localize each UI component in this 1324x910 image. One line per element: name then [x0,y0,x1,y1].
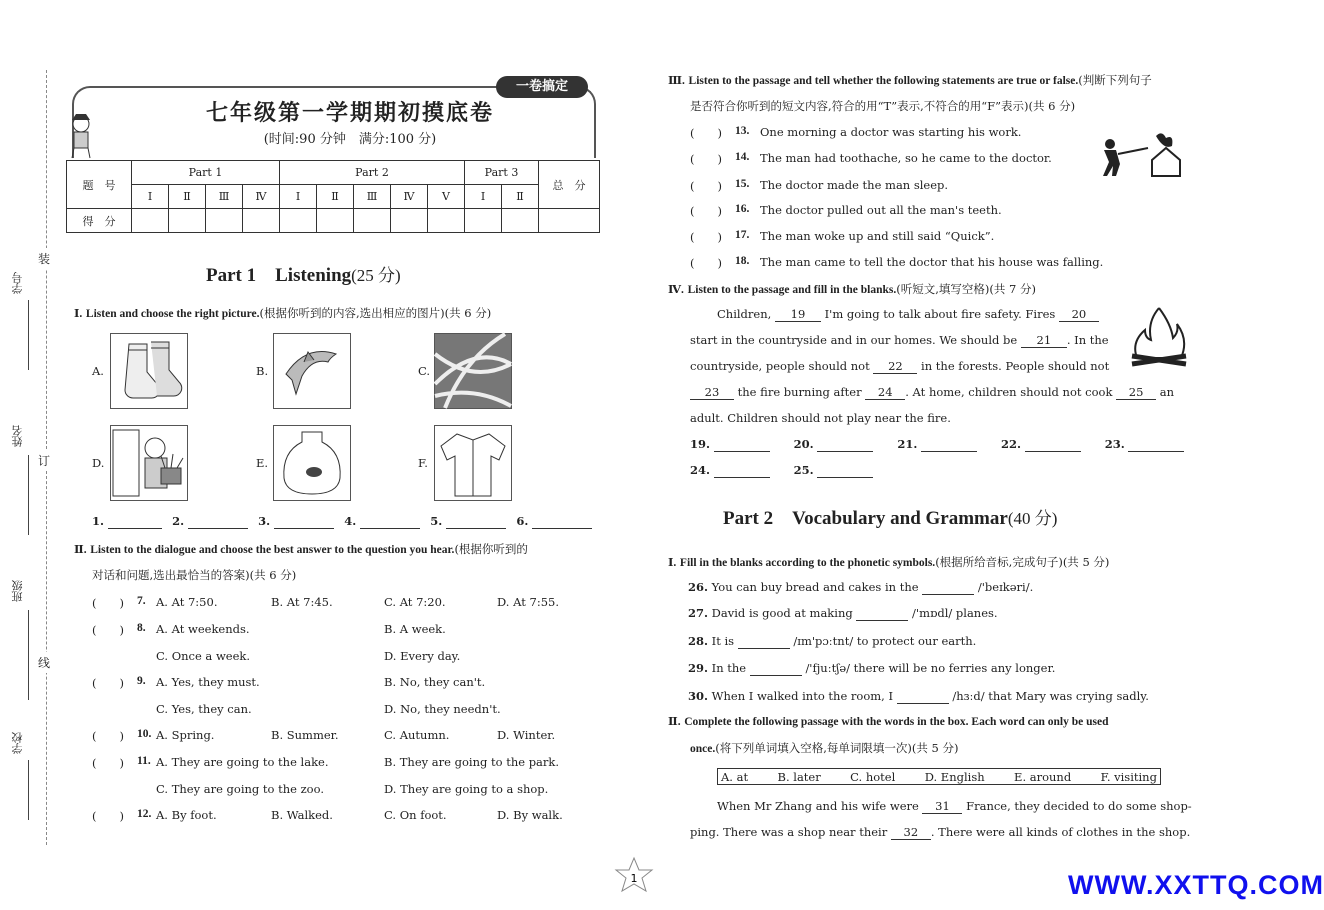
passage-text: an [1159,385,1174,399]
tf-bracket[interactable]: ( ) [690,256,722,270]
col-header: Ⅰ [465,185,502,209]
option-a[interactable]: A. At weekends. [156,622,250,636]
passage-blank[interactable]: 32 [891,825,931,840]
phonetic-item [688,634,976,649]
sec-instr: Listen to the dialogue and choose the best answer to the question you hear. [90,544,455,556]
item-number: 14. [735,151,750,163]
col-header: Ⅳ [243,185,280,209]
answer-blank[interactable] [532,514,592,529]
answer-bracket[interactable]: ( ) [92,596,124,610]
item-number: 18. [735,255,750,267]
option-b[interactable]: B. They are going to the park. [384,755,560,769]
answer-blank[interactable] [897,689,949,704]
sec-number: Ⅲ. [668,75,685,87]
passage-text: the fire burning after [737,385,862,399]
answer-bracket[interactable]: ( ) [92,623,124,637]
phonetic-item [688,606,998,621]
score-cell[interactable] [465,209,502,233]
item-number: 13. [735,125,750,137]
name-field[interactable] [28,455,29,535]
col-header: Ⅰ [132,185,169,209]
highway-picture[interactable] [434,333,512,409]
option-a[interactable]: A. At 7:50. [156,595,218,609]
item-number: 30. [688,689,709,703]
sec-number: Ⅰ. [74,308,83,320]
mascot-icon [62,112,100,160]
answer-number: 20. [793,437,814,451]
passage-blank[interactable]: 21 [1021,333,1067,348]
col-header: Ⅰ [280,185,317,209]
score-cell[interactable] [539,209,600,233]
binding-char: 线 [38,652,50,673]
passage-text: France, they decided to do some shop- [966,799,1192,813]
pic-label: C. [418,364,431,378]
sec-cn: 对话和问题,选出最恰当的答案)(共 6 分) [92,568,297,582]
student-id-field[interactable] [28,300,29,370]
option-d[interactable]: D. Every day. [384,649,461,663]
option-b[interactable]: B. Summer. [271,728,339,742]
passage-line [717,307,1099,322]
p2-sec2-instruction-2 [690,740,958,756]
tf-bracket[interactable]: ( ) [690,126,722,140]
item-number: 26. [688,580,709,594]
item-text: David is good at making [711,606,853,620]
score-cell[interactable] [280,209,317,233]
answer-blank[interactable] [750,661,802,676]
option-b[interactable]: B. Walked. [271,808,333,822]
option-a[interactable]: A. Spring. [156,728,215,742]
answer-number: 1. [92,514,105,528]
option-c[interactable]: C. On foot. [384,808,447,822]
boy-flowers-picture[interactable] [110,425,188,501]
passage-text: in the forests. People should not [921,359,1110,373]
option-c[interactable]: C. Yes, they can. [156,702,252,716]
p1-sec2-instruction [74,541,528,557]
brand-stamp: 一卷搞定 [496,76,588,98]
row-label: 题 号 [67,161,132,209]
passage-text: ping. There was a shop near their [690,825,888,839]
tf-bracket[interactable]: ( ) [690,179,722,193]
class-field[interactable] [28,610,29,700]
item-number: 28. [688,634,709,648]
question-number: 11. [137,755,151,767]
sec-cn: (判断下列句子 [1078,73,1152,87]
tf-bracket[interactable]: ( ) [690,204,722,218]
question-number: 12. [137,808,152,820]
item-text: It is [711,634,735,648]
word-option: D. English [924,770,985,784]
page-title: 七年级第一学期期初摸底卷 [205,101,494,126]
phonetic-text: /'mɒdl/ planes. [912,606,998,620]
sec-number: Ⅳ. [668,284,684,296]
phonetic-text: /hɜːd/ that Mary was crying sadly. [952,689,1149,703]
socks-picture[interactable] [110,333,188,409]
answer-number: 19. [690,437,711,451]
school-field[interactable] [28,760,29,820]
phonetic-item [688,661,1055,676]
col-header: Ⅴ [428,185,465,209]
class-label: 班级 [11,580,24,602]
p1-sec1-answer-row [92,514,592,529]
answer-number: 23. [1104,437,1125,451]
passage-blank[interactable]: 22 [873,359,917,374]
sec-instr: Listen to the passage and fill in the blanks. [687,284,897,296]
passage-line [690,333,1109,348]
part2-heading [723,503,1057,530]
passage-line [717,799,1192,814]
passage-text: . There were all kinds of clothes in the shop. [930,825,1191,839]
option-b[interactable]: B. No, they can't. [384,675,486,689]
binding-char: 订 [38,450,50,471]
school-label: 学校 [11,732,24,754]
option-d[interactable]: D. Winter. [497,728,556,742]
passage-blank[interactable]: 23 [690,385,734,400]
statement-text: The man woke up and still said “Quick”. [760,229,995,243]
statement-text: The doctor made the man sleep. [760,178,949,192]
answer-number: 22. [1001,437,1022,451]
answer-number: 21. [897,437,918,451]
question-number: 9. [137,675,146,687]
question-number: 10. [137,728,152,740]
option-d[interactable]: D. No, they needn't. [384,702,501,716]
answer-number: 2. [172,514,185,528]
score-cell[interactable] [206,209,243,233]
part2-score: (40 分) [1007,509,1058,528]
answer-number: 6. [516,514,529,528]
score-cell[interactable] [317,209,354,233]
page-number-star [614,856,654,896]
sec-cn: (根据你听到的内容,选出相应的图片)(共 6 分) [259,306,492,320]
passage-text: I'm going to talk about fire safety. Fires [824,307,1056,321]
p1-sec4-answers-row1 [690,437,1170,452]
name-label: 姓名 [11,425,24,447]
answer-blank[interactable] [1128,437,1184,452]
phonetic-item [688,689,1149,704]
score-cell[interactable] [502,209,539,233]
passage-text: adult. Children should not play near the fire. [690,411,951,425]
option-b[interactable]: B. At 7:45. [271,595,333,609]
answer-blank[interactable] [714,463,770,478]
option-c[interactable]: C. At 7:20. [384,595,446,609]
option-a[interactable]: A. Yes, they must. [156,675,260,689]
word-option: F. visiting [1100,770,1157,784]
answer-number: 25. [793,463,814,477]
p2-sec2-instruction [668,714,1108,728]
sec-number: Ⅰ. [668,557,677,569]
p1-sec4-answers-row2 [690,463,873,478]
passage-text: . In the [1066,333,1109,347]
score-cell[interactable] [243,209,280,233]
sec-cn: (听短文,填写空格)(共 7 分) [896,282,1036,296]
answer-number: 24. [690,463,711,477]
part1-heading [206,260,401,287]
part-header: Part 3 [465,161,539,185]
passage-text: Children, [717,307,772,321]
item-text: In the [711,661,747,675]
phonetic-text: /ɪm'pɔːtnt/ to protect our earth. [793,634,977,648]
row-label: 得 分 [67,209,132,233]
sec-instr: Complete the following passage with the words in the box. Each word can only be used [684,716,1109,728]
phonetic-text: /'fjuːtʃə/ there will be no ferries any longer. [805,661,1056,675]
jacket-picture[interactable] [434,425,512,501]
answer-blank[interactable] [714,437,770,452]
sec-instr: Fill in the blanks according to the phonetic symbols. [679,557,936,569]
answer-blank[interactable] [921,437,977,452]
col-header: Ⅲ [206,185,243,209]
part-header: Part 1 [132,161,280,185]
score-table [66,160,600,233]
word-option: A. at [721,770,749,784]
answer-bracket[interactable]: ( ) [92,729,124,743]
col-header: Ⅱ [502,185,539,209]
statement-text: One morning a doctor was starting his work. [760,125,1022,139]
option-c[interactable]: C. Once a week. [156,649,251,663]
statement-text: The man came to tell the doctor that his house was falling. [760,255,1104,269]
answer-bracket[interactable]: ( ) [92,809,124,823]
answer-blank[interactable] [856,606,908,621]
passage-blank[interactable]: 19 [775,307,821,322]
answer-bracket[interactable]: ( ) [92,756,124,770]
item-text: When I walked into the room, I [711,689,894,703]
answer-number: 4. [344,514,357,528]
campfire-icon [1128,304,1190,370]
word-option: C. hotel [850,770,896,784]
sec-instr: Listen to the passage and tell whether the following statements are true or false. [688,75,1079,87]
part1-score: (25 分) [351,266,401,285]
pic-label: E. [256,456,269,470]
p1-sec4-instruction [668,281,1036,297]
item-number: 17. [735,229,750,241]
option-a[interactable]: A. By foot. [156,808,217,822]
part2-title: Part 2 Vocabulary and Grammar [723,508,1008,529]
pic-label: B. [256,364,269,378]
dolphin-picture[interactable] [273,333,351,409]
pic-label: A. [92,364,104,378]
answer-blank[interactable] [188,514,248,529]
passage-blank[interactable]: 25 [1116,385,1156,400]
statement-text: The doctor pulled out all the man's teeth. [760,203,1002,217]
phonetic-text: /'beɪkəri/. [977,580,1034,594]
sec-number: Ⅱ. [668,716,681,728]
bottle-bee-picture[interactable] [273,425,351,501]
answer-blank[interactable] [817,463,873,478]
answer-blank[interactable] [817,437,873,452]
option-d[interactable]: D. At 7:55. [497,595,559,609]
option-c[interactable]: C. Autumn. [384,728,450,742]
exam-subtitle: (时间:90 分钟 满分:100 分) [263,132,437,147]
answer-number: 3. [258,514,271,528]
sec-cn: (根据你听到的 [454,542,528,556]
passage-blank[interactable]: 20 [1059,307,1099,322]
passage-text: When Mr Zhang and his wife were [717,799,919,813]
total-label: 总 分 [539,161,600,209]
sec-cn: 是否符合你听到的短文内容,符合的用“T”表示,不符合的用“F”表示)(共 6 分) [690,99,1076,113]
answer-blank[interactable] [1025,437,1081,452]
sec-instr: Listen and choose the right picture. [85,308,260,320]
passage-blank[interactable]: 31 [922,799,962,814]
answer-number: 5. [430,514,443,528]
pic-label: F. [418,456,428,470]
col-header: Ⅳ [391,185,428,209]
statement-text: The man had toothache, so he came to the doctor. [760,151,1052,165]
passage-blank[interactable]: 24 [865,385,905,400]
answer-bracket[interactable]: ( ) [92,676,124,690]
answer-blank[interactable] [274,514,334,529]
item-number: 29. [688,661,709,675]
p1-sec1-instruction [74,305,491,321]
word-box [717,768,1161,785]
option-d[interactable]: D. They are going to a shop. [384,782,549,796]
option-d[interactable]: D. By walk. [497,808,563,822]
pic-label: D. [92,456,105,470]
item-number: 16. [735,203,750,215]
passage-text: start in the countryside and in our homes. We should be [690,333,1018,347]
sec-cn: (将下列单词填入空格,每单词限填一次)(共 5 分) [715,741,959,755]
tf-bracket[interactable]: ( ) [690,230,722,244]
question-number: 8. [137,622,146,634]
sec-instr: once. [690,743,716,755]
option-c[interactable]: C. They are going to the zoo. [156,782,324,796]
passage-line [690,359,1109,374]
col-header: Ⅲ [354,185,391,209]
word-option: B. later [777,770,821,784]
passage-text: . At home, children should not cook [905,385,1113,399]
sec-number: Ⅱ. [74,544,87,556]
sec-cn: (根据所给音标,完成句子)(共 5 分) [935,555,1110,569]
part-header: Part 2 [280,161,465,185]
score-cell[interactable] [354,209,391,233]
question-number: 7. [137,595,146,607]
answer-blank[interactable] [738,634,790,649]
option-a[interactable]: A. They are going to the lake. [156,755,329,769]
passage-line [690,825,1190,840]
answer-blank[interactable] [108,514,162,529]
firefighter-icon [1098,130,1184,178]
passage-line [690,385,1174,400]
score-cell[interactable] [428,209,465,233]
passage-text: countryside, people should not [690,359,870,373]
page-number: 1 [630,872,638,885]
part1-title: Part 1 Listening [206,265,352,286]
phonetic-item [688,580,1033,595]
answer-blank[interactable] [922,580,974,595]
item-number: 15. [735,178,750,190]
site-watermark: WWW.XXTTQ.COM [1068,870,1324,900]
student-id-label: 学号 [11,272,24,294]
item-number: 27. [688,606,709,620]
col-header: Ⅱ [169,185,206,209]
answer-blank[interactable] [446,514,506,529]
score-cell[interactable] [132,209,169,233]
tf-bracket[interactable]: ( ) [690,152,722,166]
word-option: E. around [1014,770,1072,784]
option-b[interactable]: B. A week. [384,622,446,636]
item-text: You can buy bread and cakes in the [711,580,919,594]
col-header: Ⅱ [317,185,354,209]
binding-char: 装 [38,248,50,269]
p2-sec1-instruction [668,554,1109,570]
answer-blank[interactable] [360,514,420,529]
score-cell[interactable] [169,209,206,233]
p1-sec3-instruction [668,72,1152,88]
score-cell[interactable] [391,209,428,233]
